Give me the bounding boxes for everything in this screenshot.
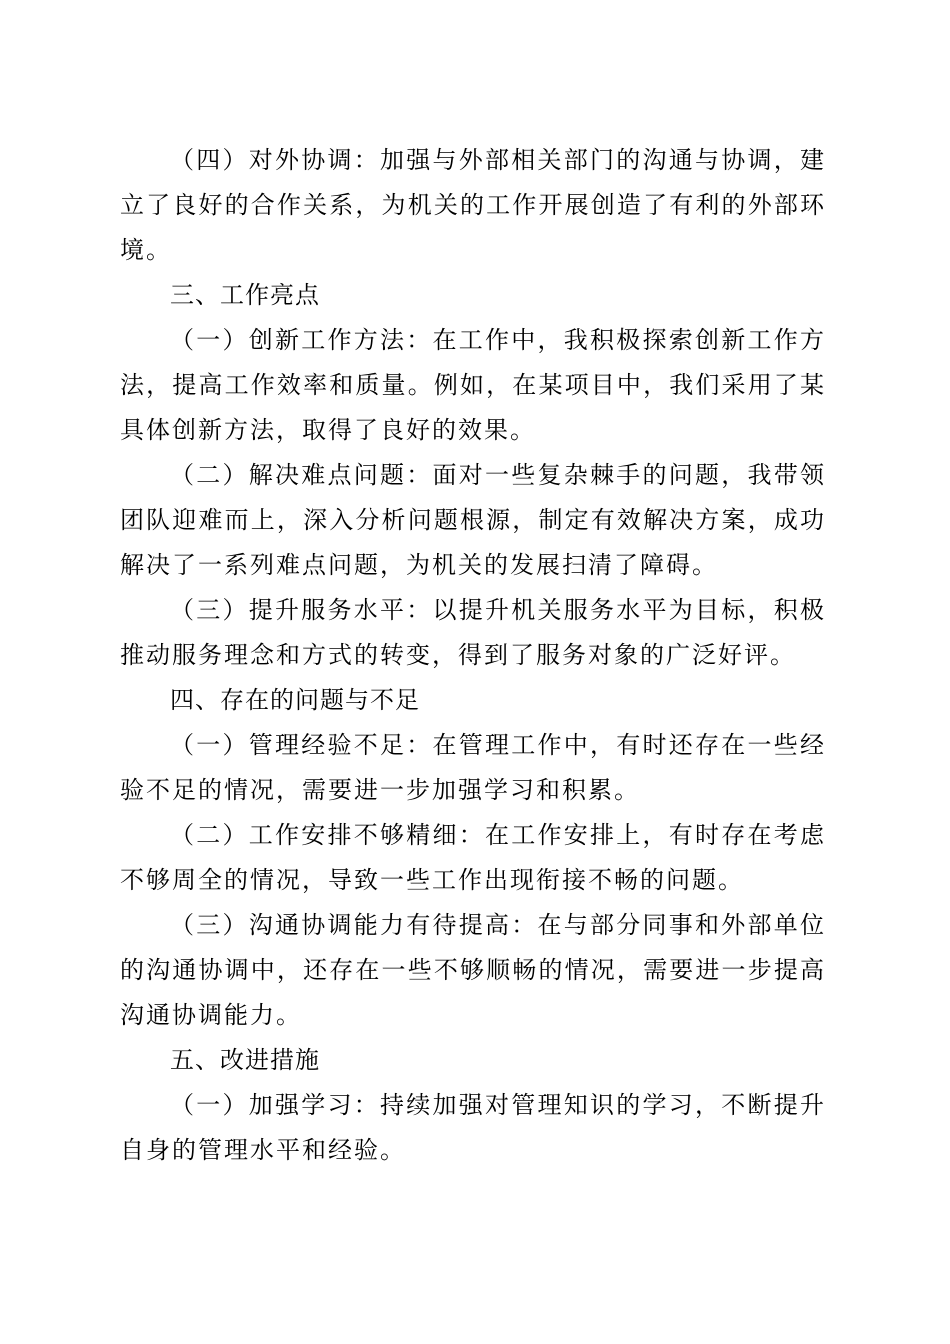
paragraph-innovation: （一）创新工作方法：在工作中，我积极探索创新工作方法，提高工作效率和质量。例如，在某项目中，我们采用了某具体创新方法，取得了良好的效果。	[120, 326, 826, 444]
paragraph-strengthen-learning: （一）加强学习：持续加强对管理知识的学习，不断提升自身的管理水平和经验。	[120, 1091, 826, 1164]
section-heading-problems: 四、存在的问题与不足	[170, 686, 420, 714]
paragraph-communication: （三）沟通协调能力有待提高：在与部分同事和外部单位的沟通协调中，还存在一些不够顺畅的情况，需要进一步提高沟通协调能力。	[120, 911, 826, 1029]
paragraph-work-arrangement: （二）工作安排不够精细：在工作安排上，有时存在考虑不够周全的情况，导致一些工作出现衔接不畅的问题。	[120, 821, 826, 894]
paragraph-management-experience: （一）管理经验不足：在管理工作中，有时还存在一些经验不足的情况，需要进一步加强学习和积累。	[120, 731, 826, 804]
section-heading-improvements: 五、改进措施	[170, 1046, 320, 1074]
section-heading-highlights: 三、工作亮点	[170, 281, 320, 309]
paragraph-external-coordination: （四）对外协调：加强与外部相关部门的沟通与协调，建立了良好的合作关系，为机关的工作开展创造了有利的外部环境。	[120, 146, 826, 264]
paragraph-solving-problems: （二）解决难点问题：面对一些复杂棘手的问题，我带领团队迎难而上，深入分析问题根源，制定有效解决方案，成功解决了一系列难点问题，为机关的发展扫清了障碍。	[120, 461, 826, 579]
document-page	[120, 138, 826, 1173]
paragraph-service-level: （三）提升服务水平：以提升机关服务水平为目标，积极推动服务理念和方式的转变，得到了服务对象的广泛好评。	[120, 596, 826, 669]
